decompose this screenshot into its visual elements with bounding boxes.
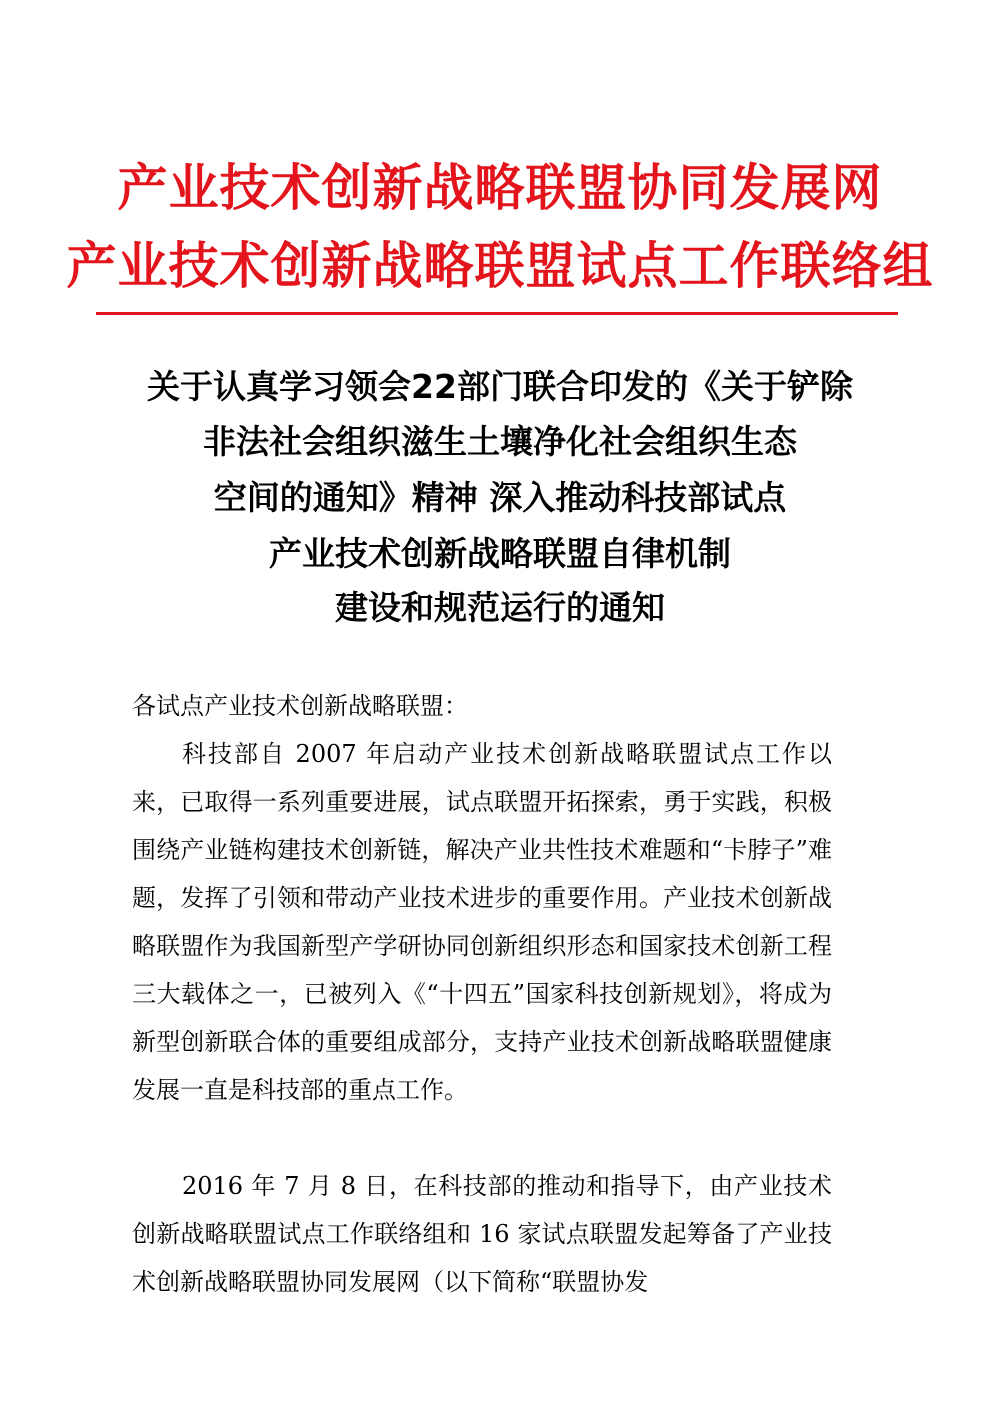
- header-org-line-2: 产业技术创新战略联盟试点工作联络组: [66, 236, 934, 295]
- header-org-line-1: 产业技术创新战略联盟协同发展网: [117, 158, 883, 217]
- red-header-rule: [96, 312, 898, 315]
- body-paragraph-1: 科技部自 2007 年启动产业技术创新战略联盟试点工作以来，已取得一系列重要进展，试点联盟开拓探索，勇于实践，积极围绕产业链构建技术创新链，解决产业共性技术难题和“卡脖子”难题，发挥了引领和带动产业技术进步的重要作用。产业技术创新战略联盟作为我国新型产学研协同创新组织形态和国家技术创新工程三大载体之一，已被列入《“十四五”国家科技创新规划》，将成为新型创新联合体的重要组成部分，支持产业技术创新战略联盟健康发展一直是科技部的重点工作。: [132, 740, 832, 1104]
- document-title-line-1: 关于认真学习领会22部门联合印发的《关于铲除: [147, 367, 853, 406]
- body-paragraph-2: 2016 年 7 月 8 日，在科技部的推动和指导下，由产业技术创新战略联盟试点工作联络组和 16 家试点联盟发起筹备了产业技术创新战略联盟协同发展网（以下简称“联盟协发: [132, 1172, 832, 1296]
- document-title-line-3: 空间的通知》精神 深入推动科技部试点: [213, 478, 787, 517]
- document-title-line-2: 非法社会组织滋生土壤净化社会组织生态: [203, 422, 797, 461]
- document-title-line-4: 产业技术创新战略联盟自律机制: [269, 534, 731, 573]
- salutation: 各试点产业技术创新战略联盟：: [132, 692, 468, 720]
- document-title-line-5: 建设和规范运行的通知: [335, 588, 665, 627]
